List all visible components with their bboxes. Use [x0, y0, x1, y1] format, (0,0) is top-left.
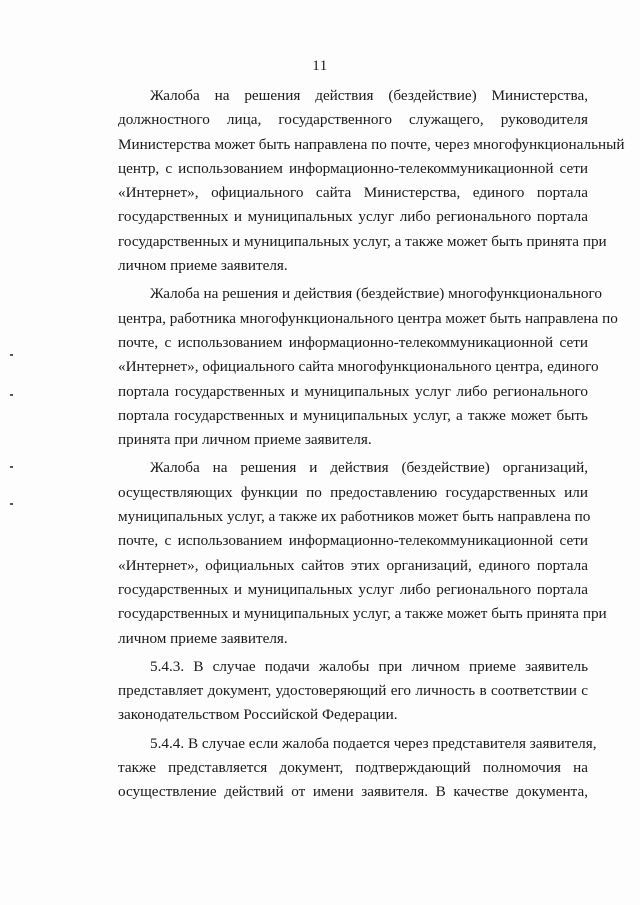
text-line: «Интернет», официального сайта многофункционального центра, единого — [118, 358, 599, 376]
paragraph — [118, 456, 607, 650]
paragraph — [118, 282, 618, 452]
text-line: Жалоба на решения и действия (бездействие) многофункционального — [150, 285, 602, 303]
text-line: 5.4.3. В случае подачи жалобы при личном приеме заявитель — [150, 657, 588, 675]
text-line: государственных и муниципальных услуг, а также может быть принята при — [118, 605, 607, 623]
text-line: государственных и муниципальных услуг либо регионального портала — [118, 580, 588, 598]
text-line: «Интернет», официальных сайтов этих организаций, единого портала — [118, 556, 588, 574]
paragraph — [118, 732, 597, 805]
scan-mark — [10, 354, 13, 356]
text-line: Жалоба на решения и действия (бездействие) организаций, — [150, 459, 588, 477]
text-line: центра, работника многофункционального центра может быть направлена по — [118, 309, 618, 327]
text-line: почте, с использованием информационно-телекоммуникационной сети — [118, 532, 588, 550]
page-number: 11 — [312, 58, 328, 74]
text-line: принята при личном приеме заявителя. — [118, 431, 372, 449]
scan-mark — [10, 394, 13, 396]
text-line: портала государственных и муниципальных услуг, а также может быть — [118, 406, 588, 424]
text-line: также представляется документ, подтверждающий полномочия на — [118, 759, 588, 777]
text-line: муниципальных услуг, а также их работников может быть направлена по — [118, 508, 591, 526]
text-line: должностного лица, государственного служащего, руководителя — [118, 111, 588, 129]
text-line: законодательством Российской Федерации. — [118, 706, 398, 724]
text-line: осуществление действий от имени заявителя. В качестве документа, — [118, 783, 588, 801]
scan-mark — [10, 503, 13, 505]
text-line: государственных и муниципальных услуг либо регионального портала — [118, 208, 588, 226]
text-line: личном приеме заявителя. — [118, 629, 288, 647]
text-line: почте, с использованием информационно-телекоммуникационной сети — [118, 333, 588, 351]
paragraph — [118, 84, 625, 278]
text-line: осуществляющих функции по предоставлению государственных или — [118, 483, 588, 501]
scan-mark — [10, 466, 13, 468]
text-line: 5.4.4. В случае если жалоба подается через представителя заявителя, — [150, 734, 597, 752]
text-line: «Интернет», официального сайта Министерства, единого портала — [118, 184, 588, 202]
paragraph — [118, 655, 588, 728]
text-line: государственных и муниципальных услуг, а также может быть принята при — [118, 232, 607, 250]
text-line: представляет документ, удостоверяющий его личность в соответствии с — [118, 682, 588, 700]
text-line: личном приеме заявителя. — [118, 257, 288, 275]
document-body — [118, 84, 625, 805]
text-line: Жалоба на решения действия (бездействие) Министерства, — [150, 87, 588, 104]
text-line: Министерства может быть направлена по почте, через многофункциональный — [118, 135, 625, 153]
text-line: портала государственных и муниципальных услуг либо регионального — [118, 382, 588, 400]
text-line: центр, с использованием информационно-телекоммуникационной сети — [118, 159, 588, 177]
